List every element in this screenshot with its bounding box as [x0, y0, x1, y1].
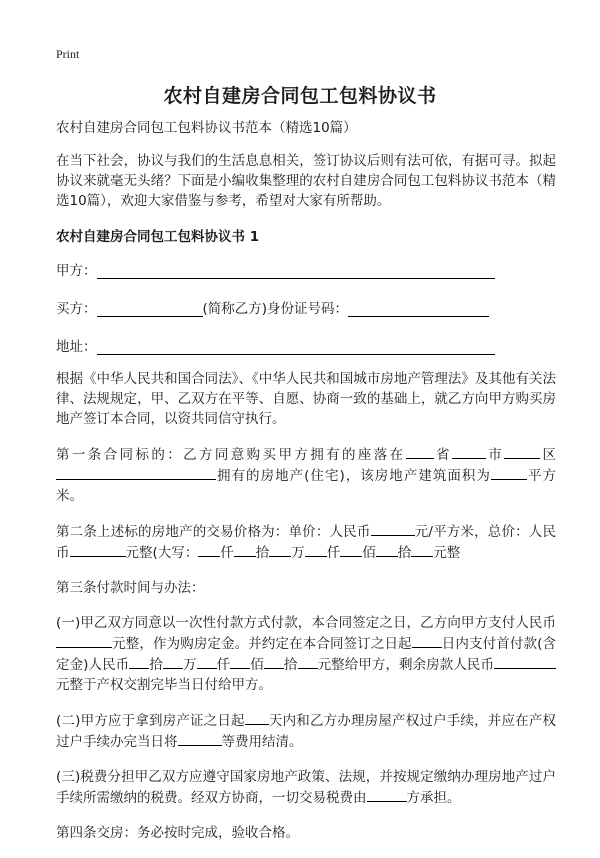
party-b-alias: (简称乙方)身份证号码： [202, 301, 349, 317]
article-3-title: 第三条付款时间与办法： [56, 580, 205, 596]
article-3-clause-3: (三)税费分担甲乙双方应遵守国家房地产政策、法规，并按规定缴纳办理房地产过户手续所需缴纳的税费。经双方协商，一切交易税费由 方承担。 [56, 769, 556, 806]
legal-basis-paragraph: 根据《中华人民共和国合同法》、《中华人民共和国城市房地产管理法》及其他有关法律、法规规定，甲、乙双方在平等、自愿、协商一致的基础上，就乙方向甲方购买房地产签订本合同，以资共同信守执行。 [56, 371, 556, 427]
party-a-label: 甲方： [56, 263, 97, 279]
article-3-clause-2: (二)甲方应于拿到房产证之日起 天内和乙方办理房屋产权过户手续，并应在产权过户手续办完当日将 等费用结清。 [56, 710, 556, 752]
party-a-blank [97, 263, 495, 279]
print-link[interactable]: Print [56, 47, 80, 61]
party-b-label: 买方： [56, 301, 97, 317]
address-row [56, 335, 556, 355]
id-number-blank [348, 301, 489, 317]
section-heading: 农村自建房合同包工包料协议书 1 [56, 229, 260, 245]
article-3-clause-1: (一)甲乙双方同意以一次性付款方式付款，本合同签定之日，乙方向甲方支付人民币元整，作为购房定金。并约定在本合同签订之日起 日内支付首付款(含定金)人民币 拾 万 仟 佰 拾 元整给甲方，剩余房款人民币元整于产权交割完毕当日付给甲方。 [56, 615, 556, 693]
document-body [56, 118, 556, 858]
page-title: 农村自建房合同包工包料协议书 [163, 85, 437, 107]
address-blank [97, 339, 495, 355]
party-b-name-blank [97, 301, 203, 317]
article-1: 第一条合同标的：乙方同意购买甲方拥有的座落在 省 市 区拥有的房地产(住宅)，该房地产建筑面积为 平方米。 [56, 444, 556, 506]
article-4: 第四条交房：务必按时完成，验收合格。 [56, 825, 299, 841]
party-a-row [56, 259, 556, 279]
subtitle: 农村自建房合同包工包料协议书范本（精选10篇） [56, 120, 357, 136]
intro-paragraph: 在当下社会，协议与我们的生活息息相关，签订协议后则有法可依，有据可寻。拟起协议来就毫无头绪？下面是小编收集整理的农村自建房合同包工包料协议书范本（精选10篇），欢迎大家借鉴与参考，希望对大家有所帮助。 [56, 153, 556, 209]
party-b-row [56, 297, 556, 317]
address-label: 地址： [56, 339, 97, 355]
article-2: 第二条上述标的房地产的交易价格为：单价：人民币 元/平方米，总价：人民币 元整(大写： 仟 拾 万 仟 佰 拾 元整 [56, 521, 556, 563]
